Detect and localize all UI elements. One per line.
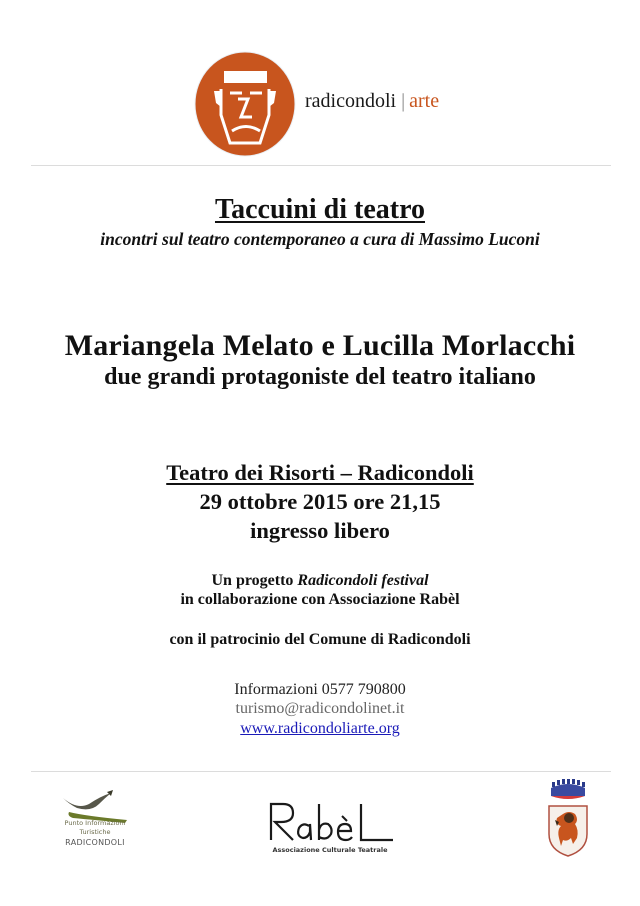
rabel-subtitle: Associazione Culturale Teatrale xyxy=(272,846,388,854)
project-name: Radicondoli festival xyxy=(297,572,429,589)
brand-wordmark xyxy=(305,90,439,113)
tourist-office-line2: Turistiche xyxy=(79,828,111,836)
rabel-logo-icon xyxy=(265,800,395,842)
top-divider xyxy=(31,165,611,166)
series-subtitle: incontri sul teatro contemporaneo a cura di Massimo Luconi xyxy=(100,229,540,249)
tourist-office-line3: RADICONDOLI xyxy=(65,838,125,847)
event-admission: ingresso libero xyxy=(250,518,390,543)
bottom-divider xyxy=(31,771,611,772)
patronage-credit: con il patrocinio del Comune di Radicondoli xyxy=(169,631,471,648)
contact-phone: Informazioni 0577 790800 xyxy=(234,681,406,698)
project-prefix: Un progetto xyxy=(211,572,298,589)
project-credit xyxy=(0,572,640,590)
tourist-office-line1: Punto Informazioni xyxy=(64,819,126,827)
event-venue: Teatro dei Risorti – Radicondoli xyxy=(166,460,474,485)
brand-separator: | xyxy=(401,90,406,112)
event-subheadline: due grandi protagoniste del teatro italiano xyxy=(104,364,536,390)
theatre-mask-face-icon xyxy=(194,51,296,157)
website-link[interactable]: www.radicondoliarte.org xyxy=(240,720,400,737)
series-title: Taccuini di teatro xyxy=(214,194,425,225)
event-headline: Mariangela Melato e Lucilla Morlacchi xyxy=(64,329,576,362)
event-datetime: 29 ottobre 2015 ore 21,15 xyxy=(199,489,441,514)
brand-name: radicondoli xyxy=(305,90,397,112)
collaboration-credit: in collaborazione con Associazione Rabèl xyxy=(180,591,460,608)
municipal-coat-of-arms-icon xyxy=(545,776,591,858)
brand-suffix: arte xyxy=(409,90,440,112)
contact-email[interactable]: turismo@radicondolinet.it xyxy=(235,700,405,717)
